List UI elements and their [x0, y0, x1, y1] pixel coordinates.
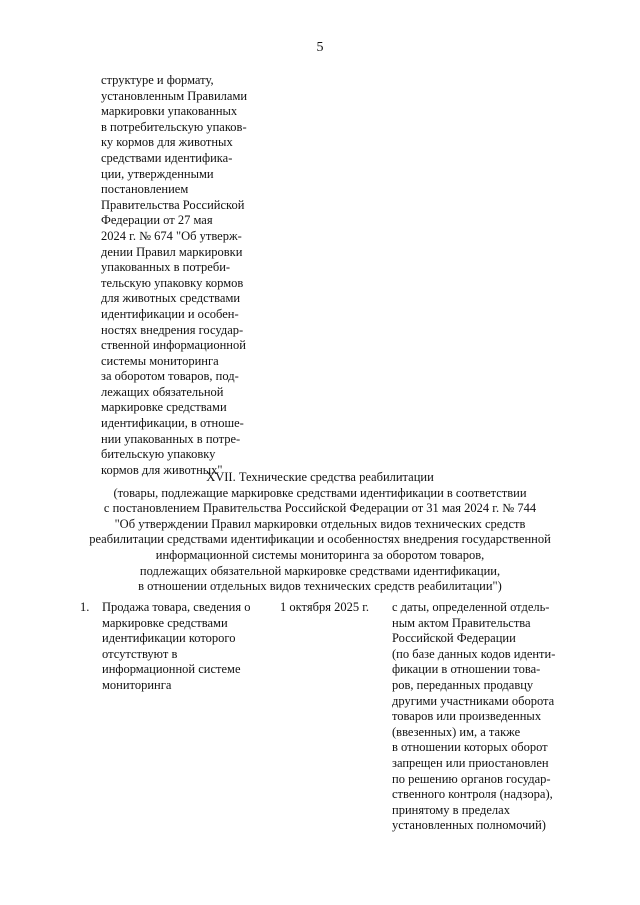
page-number: 5 — [316, 40, 324, 55]
section-subtitle-line: информационной системы мониторинга за оборотом товаров, — [155, 547, 485, 562]
continuation-line: нии упакованных в потре- — [101, 431, 241, 446]
description-line: мониторинга — [102, 677, 172, 692]
continuation-line: идентификации, в отноше- — [101, 416, 244, 431]
condition-line: ным актом Правительства — [392, 615, 531, 630]
condition-line: (по базе данных кодов иденти- — [392, 646, 556, 661]
continuation-line: ственной информационной — [101, 338, 246, 353]
row-condition — [392, 600, 582, 834]
continuation-line: маркировке средствами — [101, 400, 227, 415]
continuation-line: маркировки упакованных — [101, 104, 238, 119]
condition-line: товаров или произведенных — [392, 709, 542, 724]
row-date: 1 октября 2025 г. — [280, 600, 370, 614]
continuation-line: бительскую упаковку — [101, 447, 216, 462]
continuation-line: дении Правил маркировки — [101, 244, 243, 259]
condition-line: ров, переданных продавцу — [392, 677, 534, 692]
condition-line: Российской Федерации — [392, 631, 516, 646]
condition-line: (ввезенных) им, а также — [392, 724, 521, 739]
continuation-text — [101, 73, 271, 478]
continuation-line: структуре и формату, — [101, 73, 214, 87]
condition-line: фикации в отношении това- — [392, 662, 541, 677]
continuation-line: Правительства Российской — [101, 197, 245, 212]
continuation-line: идентификации и особен- — [101, 306, 239, 321]
continuation-line: ции, утвержденными — [101, 166, 214, 181]
description-line: идентификации которого — [102, 631, 236, 646]
section-subtitle-line: "Об утверждении Правил маркировки отдельных видов технических средств — [114, 516, 526, 531]
condition-line: другими участниками оборота — [392, 693, 555, 708]
description-line: Продажа товара, сведения о — [102, 600, 251, 614]
section-subtitle-line: с постановлением Правительства Российской Федерации от 31 мая 2024 г. № 744 — [103, 501, 537, 516]
continuation-line: за оборотом товаров, под- — [101, 369, 239, 384]
continuation-line: постановлением — [101, 182, 189, 197]
row-number: 1. — [80, 600, 90, 614]
condition-line: принятому в пределах — [392, 802, 510, 817]
continuation-line: установленным Правилами — [101, 88, 248, 103]
continuation-line: в потребительскую упаков- — [101, 119, 247, 134]
continuation-line: тельскую упаковку кормов — [101, 275, 244, 290]
section-title: XVII. Технические средства реабилитации — [206, 470, 434, 484]
section-subtitle-line: (товары, подлежащие маркировке средствами идентификации в соответствии — [113, 485, 527, 500]
description-line: маркировке средствами — [102, 615, 228, 630]
section-heading — [60, 470, 580, 595]
continuation-line: для животных средствами — [101, 291, 241, 306]
condition-line: ственного контроля (надзора), — [392, 787, 553, 802]
description-line: информационной системе — [102, 662, 241, 677]
section-subtitle-line: в отношении отдельных видов технических средств реабилитации") — [138, 579, 502, 594]
condition-line: установленных полномочий) — [392, 818, 546, 833]
continuation-line: средствами идентифика- — [101, 150, 233, 165]
section-subtitle-line: подлежащих обязательной маркировке средствами идентификации, — [139, 563, 501, 578]
condition-line: по решению органов государ- — [392, 771, 551, 786]
continuation-line: системы мониторинга — [101, 353, 219, 368]
continuation-line: Федерации от 27 мая — [101, 213, 213, 228]
continuation-line: 2024 г. № 674 "Об утверж- — [101, 228, 242, 243]
continuation-line: ностях внедрения государ- — [101, 322, 244, 337]
row-description — [102, 600, 272, 694]
continuation-line: кормов для животных" — [101, 462, 223, 477]
description-line: отсутствуют в — [102, 646, 178, 661]
continuation-line: упакованных в потреби- — [101, 260, 231, 275]
continuation-line: лежащих обязательной — [101, 384, 224, 399]
section-subtitle-line: реабилитации средствами идентификации и особенностях внедрения государственной — [89, 532, 551, 547]
condition-line: с даты, определенной отдель- — [392, 600, 550, 614]
condition-line: запрещен или приостановлен — [392, 755, 549, 770]
condition-line: в отношении которых оборот — [392, 740, 548, 755]
continuation-line: ку кормов для животных — [101, 135, 233, 150]
